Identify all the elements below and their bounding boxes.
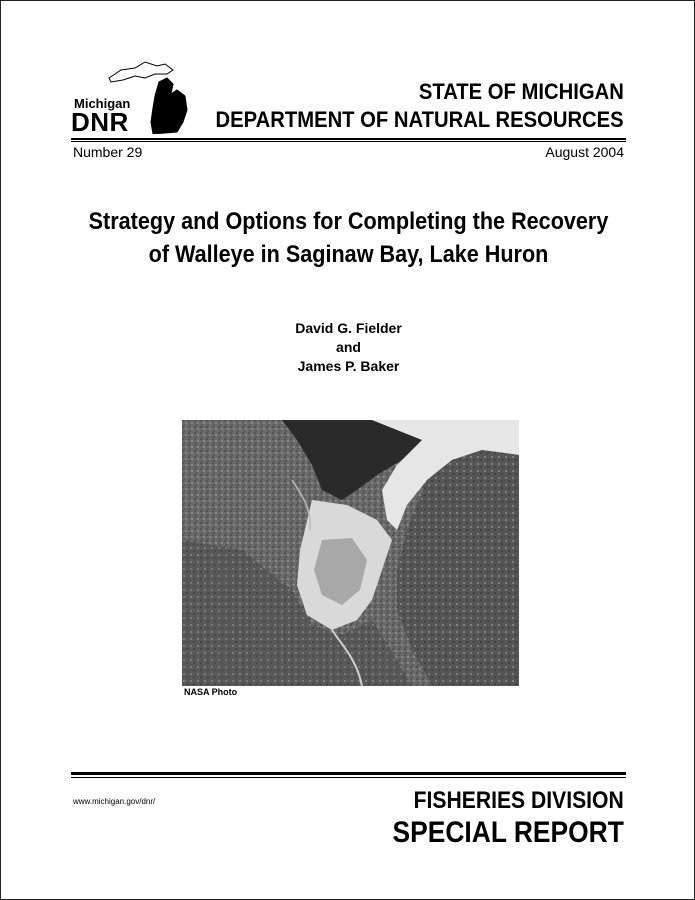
header-rule-thin [71,141,626,142]
report-title [72,205,626,271]
report-type-heading: SPECIAL REPORT [392,816,624,849]
title-line-2: of Walleye in Saginaw Bay, Lake Huron [148,241,549,268]
logo-michigan-text: Michigan [74,96,131,111]
photo-caption: NASA Photo [184,687,238,697]
author-1: David G. Fielder [295,320,402,336]
website-link[interactable]: www.michigan.gov/dnr/ [73,797,156,806]
logo-dnr-text: DNR [71,107,129,137]
satellite-photo [182,420,519,686]
footer-rule-thin [71,777,626,778]
report-date: August 2004 [545,144,624,160]
author-block [201,319,496,376]
author-conjunction: and [336,339,361,355]
department-heading: DEPARTMENT OF NATURAL RESOURCES [215,107,624,132]
state-heading: STATE OF MICHIGAN [418,79,624,104]
division-heading: FISHERIES DIVISION [413,787,624,814]
report-number: Number 29 [73,144,143,160]
footer-rule [71,772,626,775]
header-rule [71,138,626,140]
title-line-1: Strategy and Options for Completing the Recovery [88,208,609,235]
author-2: James P. Baker [297,358,400,374]
